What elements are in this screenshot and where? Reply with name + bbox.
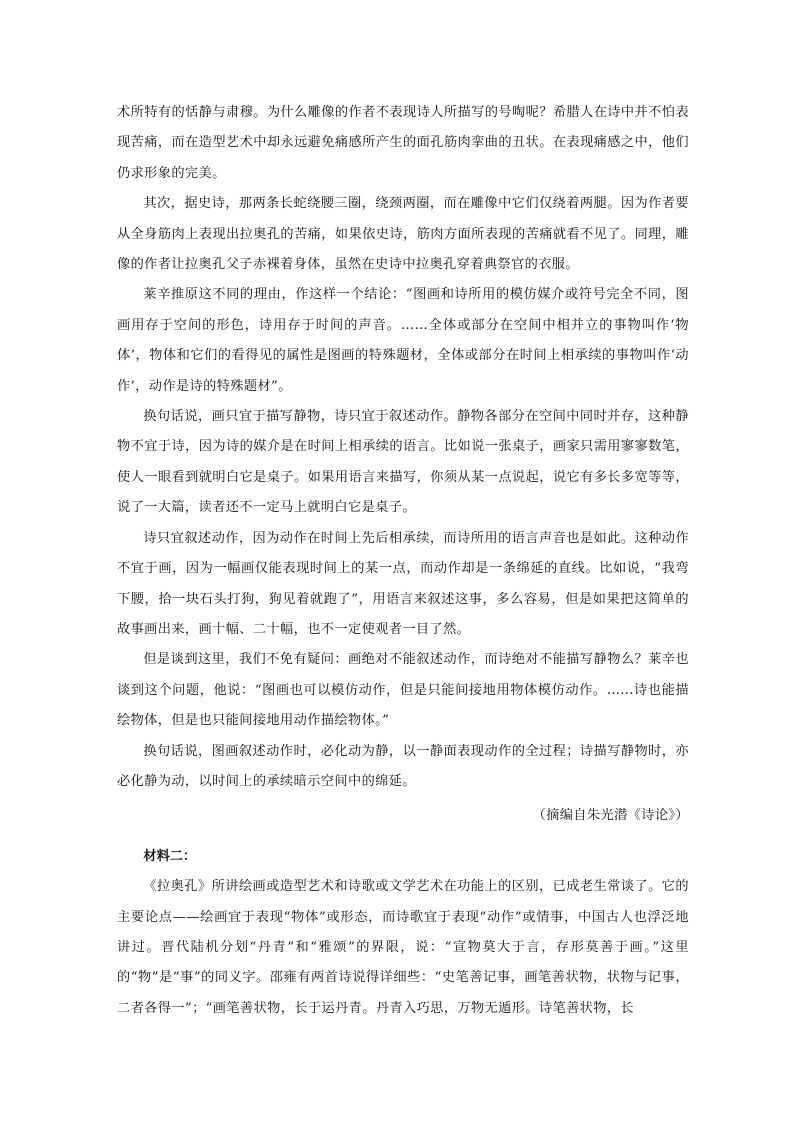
paragraph: 《拉奥孔》所讲绘画或造型艺术和诗歌或文学艺术在功能上的区别，已成老生常谈了。它的主要论点——绘画宜于表现“物体”或形态，而诗歌宜于表现“动作”或情事，中国古人也浮泛地讲过。晋代陆机分划“丹青”和“雅颂”的界限，说：“宣物莫大于言，存形莫善于画。”这里的“物”是“事”的同义字。邵雍有两首诗说得详细些：“史笔善记事，画笔善状物，状物与记事，二者各得一”；“画笔善状物，长于运丹青。丹青入巧思，万物无遁形。诗笔善状物，长: [117, 879, 689, 1016]
paragraph: 换句话说，画只宜于描写静物，诗只宜于叙述动作。静物各部分在空间中同时并存，这种静物不宜于诗，因为诗的媒介是在时间上相承续的语言。比如说一张桌子，画家只需用寥寥数笔，使人一眼看到就明白它是桌子。如果用语言来描写，你须从某一点说起，说它有多长多宽等等，说了一大篇，读者还不一定马上就明白它是桌子。: [117, 409, 689, 516]
paragraph-continuation: 术所特有的恬静与肃穆。为什么雕像的作者不表现诗人所描写的号啕呢？希腊人在诗中并不怕表现苦痛，而在造型艺术中却永远避免痛感所产生的面孔筋肉挛曲的丑状。在表现痛感之中，他们仍求形象的完美。: [117, 105, 689, 181]
source-citation: （摘编自朱光潜《诗论》）: [532, 808, 689, 824]
paragraph: 其次，据史诗，那两条长蛇绕腰三圈，绕颈两圈，而在雕像中它们仅绕着两腿。因为作者要从全身筋肉上表现出拉奥孔的苦痛，如果依史诗，筋肉方面所表现的苦痛就看不见了。同理，雕像的作者让拉奥孔父子赤裸着身体，虽然在史诗中拉奥孔穿着典祭官的衣服。: [117, 196, 689, 273]
document-body: [117, 98, 689, 1024]
section-heading: 材料二：: [143, 848, 197, 864]
paragraph: 换句话说，图画叙述动作时，必化动为静，以一静面表现动作的全过程；诗描写静物时，亦必化静为动，以时间上的承续暗示空间中的绵延。: [117, 743, 689, 789]
paragraph: 诗只宜叙述动作，因为动作在时间上先后相承续，而诗所用的语言声音也是如此。这种动作不宜于画，因为一幅画仅能表现时间上的某一点，而动作却是一条绵延的直线。比如说，“我弯下腰，拾一块石头打狗，狗见着就跑了”，用语言来叙述这事，多么容易，但是如果把这简单的故事画出来，画十幅、二十幅，也不一定使观者一目了然。: [117, 530, 689, 637]
paragraph: 莱辛推原这不同的理由，作这样一个结论：“图画和诗所用的模仿媒介或符号完全不同，图画用存于空间的形色，诗用存于时间的声音。……全体或部分在空间中相并立的事物叫作‘物体’，物体和它们的看得见的属性是图画的特殊题材，全体或部分在时间上相承续的事物叫作‘动作’，动作是诗的特殊题材”。: [117, 287, 689, 394]
paragraph: 但是谈到这里，我们不免有疑问：画绝对不能叙述动作，而诗绝对不能描写静物么？莱辛也谈到这个问题，他说：“图画也可以模仿动作，但是只能间接地用物体模仿动作。……诗也能描绘物体，但是也只能间接地用动作描绘物体。”: [117, 652, 689, 729]
